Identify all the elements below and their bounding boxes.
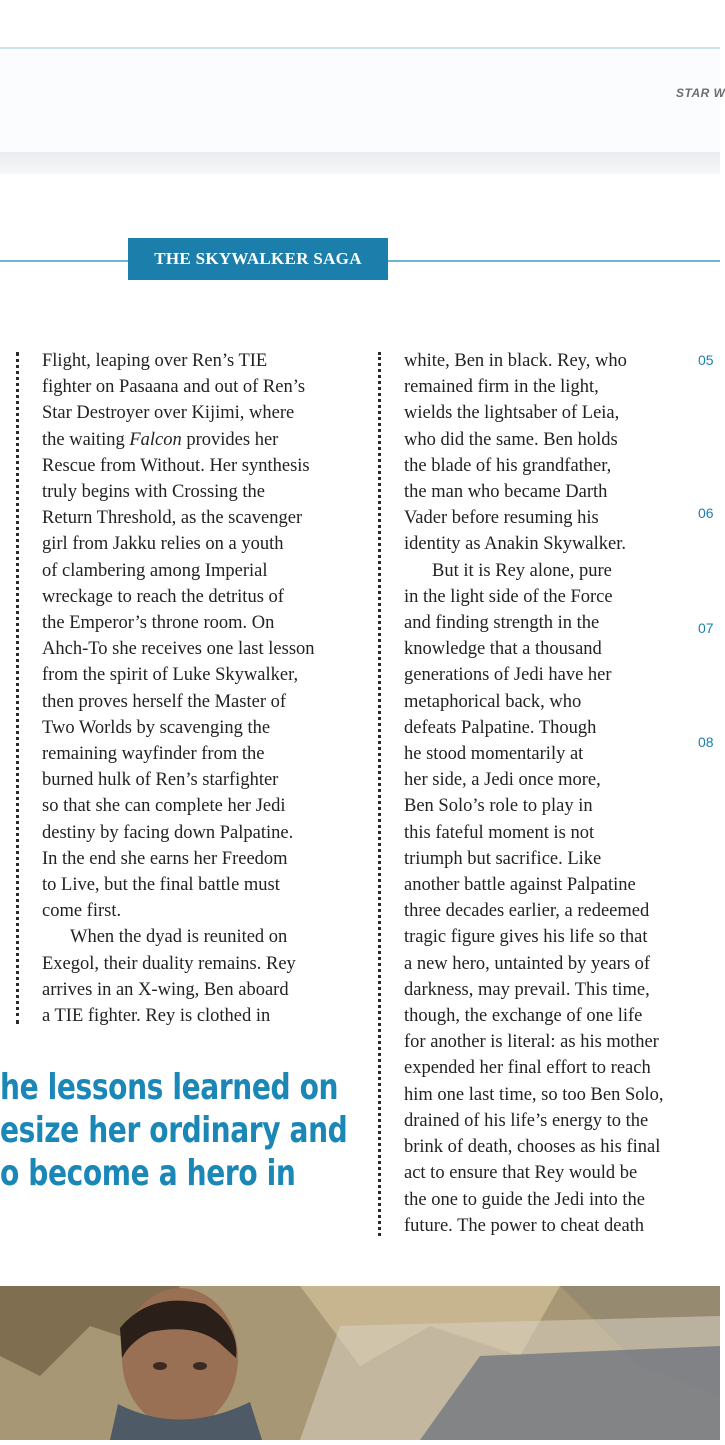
text-line: to Live, but the final battle must [42,875,280,896]
article-column-left [42,348,372,1029]
text-line: defeats Palpatine. Though [404,717,597,738]
text-line: for another is literal: as his mother [404,1032,659,1053]
text-line: But it is Rey alone, pure [432,560,612,581]
page-number: 08 [698,734,714,750]
text-line: future. The power to cheat death [404,1215,645,1236]
text-line: Exegol, their duality remains. Rey [42,953,296,974]
text-line: so that she can complete her Jedi [42,796,286,817]
page-number: 07 [698,620,714,636]
italic-title: Falcon [129,429,182,450]
text-line: Ben Solo’s role to play in [404,796,593,817]
text-line: the Emperor’s throne room. On [42,613,275,634]
text-line: the blade of his grandfather, [404,455,612,476]
text-line: knowledge that a thousand [404,639,602,660]
text-line: he stood momentarily at [404,744,584,765]
text-line: her side, a Jedi once more, [404,770,601,791]
text-line: him one last time, so too Ben Solo, [404,1084,664,1105]
top-page-strip [0,0,720,48]
text-line: arrives in an X-wing, Ben aboard [42,979,289,1000]
text-line: Return Threshold, as the scavenger [42,508,303,529]
text-line: wreckage to reach the detritus of [42,586,284,607]
text-line: and finding strength in the [404,613,600,634]
text-line: from the spirit of Luke Skywalker, [42,665,299,686]
article-photo [0,1286,720,1440]
section-rule-left [0,260,128,262]
section-label: THE SKYWALKER SAGA [128,238,388,280]
text-line: wields the lightsaber of Leia, [404,403,620,424]
text-line [42,427,372,453]
text-line: white, Ben in black. Rey, who [404,351,627,371]
text-line: act to ensure that Rey would be [404,1163,638,1184]
text-line: fighter on Pasaana and out of Ren’s [42,377,306,398]
pull-quote [0,1066,348,1195]
header-shadow [0,152,720,174]
text-line: destiny by facing down Palpatine. [42,822,294,843]
text-fragment: the waiting [42,429,130,450]
text-line: Flight, leaping over Ren’s TIE [42,351,268,371]
text-line: a new hero, untainted by years of [404,953,651,974]
text-line: burned hulk of Ren’s starfighter [42,770,279,791]
text-line: come first. [42,901,122,922]
text-line: then proves herself the Master of [42,691,287,712]
text-line: in the light side of the Force [404,586,613,607]
header-band [0,49,725,153]
text-line: the one to guide the Jedi into the [404,1189,645,1210]
text-line: expended her final effort to reach [404,1058,651,1079]
text-line: the man who became Darth [404,482,608,503]
text-line: Star Destroyer over Kijimi, where [42,403,295,424]
text-line: a TIE fighter. Rey is clothed in [42,1006,271,1027]
article-column-right [404,348,716,1239]
pull-quote-line: he lessons learned on [0,1067,339,1108]
text-line: Two Worlds by scavenging the [42,717,271,738]
text-line: this fateful moment is not [404,822,595,843]
text-line: another battle against Palpatine [404,875,636,896]
text-line: who did the same. Ben holds [404,429,618,450]
dotted-column-rule-right [378,352,381,1236]
text-line: brink of death, chooses as his final [404,1137,661,1158]
pull-quote-line: o become a hero in [0,1153,296,1194]
text-line: identity as Anakin Skywalker. [404,534,626,555]
text-fragment: provides her [181,429,279,450]
brand-logo-partial: STAR W [676,86,725,100]
text-line: tragic figure gives his life so that [404,927,648,948]
text-line: Rescue from Without. Her synthesis [42,455,310,476]
text-line: metaphorical back, who [404,691,582,712]
dotted-column-rule-left [16,352,19,1024]
page-number: 05 [698,352,714,368]
pull-quote-line: esize her ordinary and [0,1110,348,1151]
text-line: three decades earlier, a redeemed [404,901,650,922]
text-line: of clambering among Imperial [42,560,268,581]
text-line: remained firm in the light, [404,377,599,398]
text-line: Ahch-To she receives one last lesson [42,639,315,660]
photo-illustration [0,1286,720,1440]
text-line: girl from Jakku relies on a youth [42,534,284,555]
text-line: though, the exchange of one life [404,1006,643,1027]
text-line: Vader before resuming his [404,508,599,529]
text-line: generations of Jedi have her [404,665,612,686]
page-number: 06 [698,505,714,521]
text-line: truly begins with Crossing the [42,482,266,503]
text-line: remaining wayfinder from the [42,744,265,765]
text-line: triumph but sacrifice. Like [404,848,602,869]
text-line: In the end she earns her Freedom [42,848,288,869]
text-line: drained of his life’s energy to the [404,1110,649,1131]
text-line: When the dyad is reunited on [70,927,288,948]
text-line: darkness, may prevail. This time, [404,979,650,1000]
section-rule-right [388,260,720,262]
